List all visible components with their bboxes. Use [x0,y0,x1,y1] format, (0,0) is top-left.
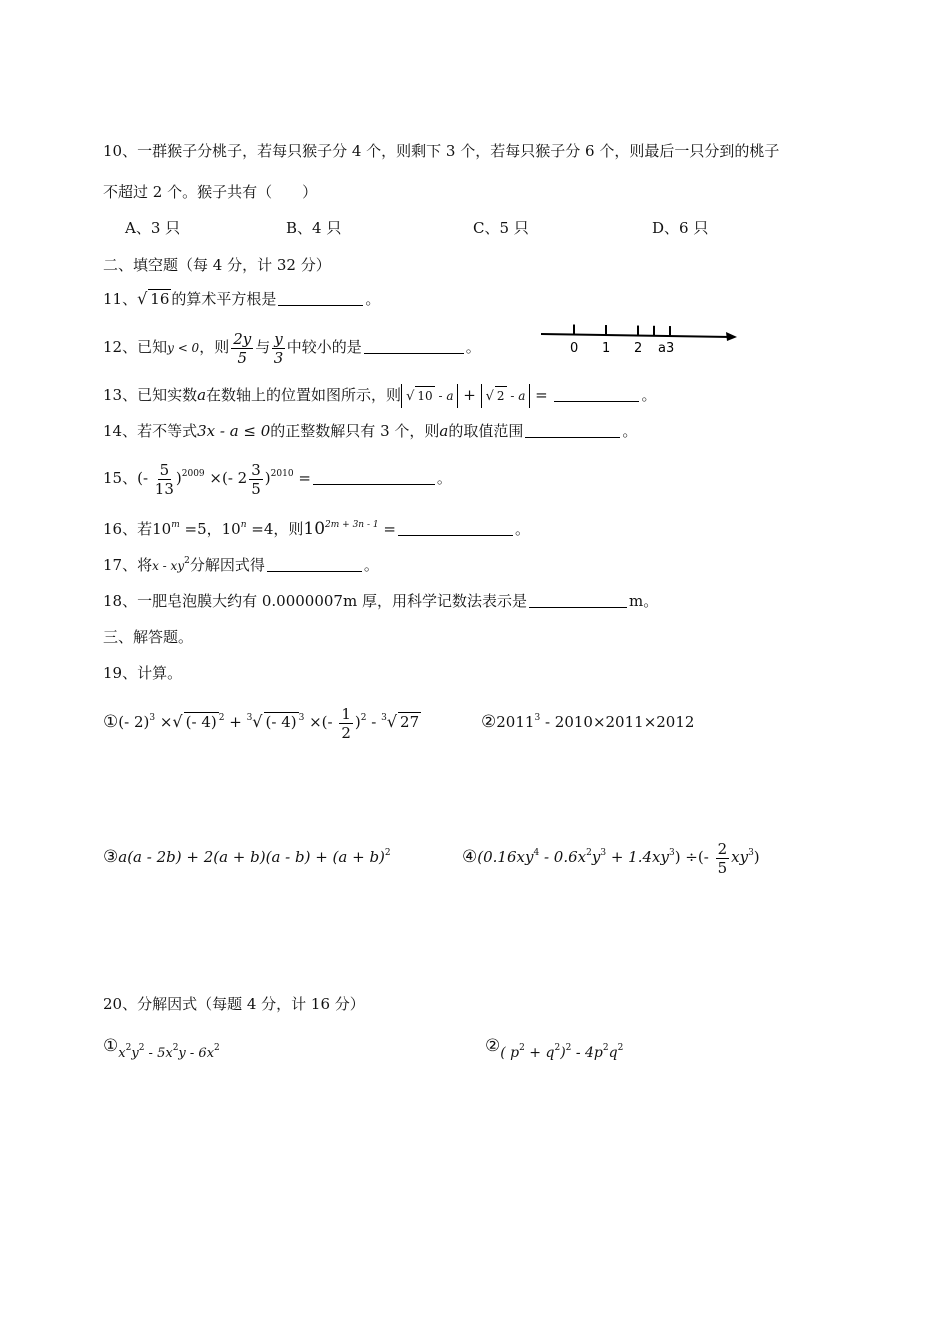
q20-title: 20、分解因式（每题 4 分，计 16 分） [103,995,365,1013]
q19-expr-1: ①(- 2)$^3$ ×√ (- 4) $^2$ + $^3$√ (- 4) $^3$ ×(- $\frac{1}{2}$ )$^2$ - $^3$√ 27 [103,704,420,742]
q10-line2: 不超过 2 个。猴子共有（ ） [103,183,318,201]
number-line-label: 2 [634,341,643,356]
number-line-label: 3 [666,341,675,356]
q14-answer-blank[interactable] [525,421,620,438]
q12-answer-blank[interactable] [364,337,464,354]
q20-expr-1: $①x^2y^2 - 5x^2y - 6x^2$ [103,1036,220,1061]
q17: 17、将x - $xy^2$分解因式得 。 [103,556,379,574]
q11-answer-blank[interactable] [278,289,363,306]
number-line [541,322,741,356]
q18-answer-blank[interactable] [529,591,627,608]
number-line-label: 1 [602,341,611,356]
q16: 16、若$10^m =5$，$10^n =4$，则$10^{2m + 3n - 1}$ = 。 [103,519,530,539]
number-line-label: 0 [570,341,579,356]
q15-answer-blank[interactable] [313,468,435,485]
number-line-label: a [658,341,666,356]
q10-option-c: C、5 只 [473,219,529,237]
q17-answer-blank[interactable] [267,555,362,572]
section3-heading: 三、解答题。 [103,628,194,646]
q14: 14、若不等式3x - a ≤ 0的正整数解只有 3 个，则a的取值范围 。 [103,422,638,440]
q18: 18、一肥皂泡膜大约有 0.0000007m 厚，用科学记数法表示是 m。 [103,592,659,610]
q10-option-d: D、6 只 [652,219,709,237]
q19-expr-2: ②2011$^3$ - 2010×2011×2012 [481,712,695,732]
q10-line1: 10、一群猴子分桃子，若每只猴子分 4 个，则剩下 3 个，若每只猴子分 6 个，则最后一只分到的桃子 [103,142,780,160]
q19-expr-4: $④(0.16xy^4 - 0.6x^2y^3 + 1.4xy^3)$ ÷(- $\frac{2}{5}$ $xy^3$) [462,839,760,877]
q19-title: 19、计算。 [103,664,183,682]
q16-answer-blank[interactable] [398,519,513,536]
q13: 13、已知实数a在数轴上的位置如图所示，则 √ 10 - a + √ 2 - a = 。 [103,384,657,408]
q11: 11、√ 16 的算术平方根是 。 [103,289,381,308]
q10-option-a: A、3 只 [125,219,181,237]
q12: 12、已知y < 0，则 $\frac{2y}{5}$ 与 $\frac{y}{3}$ 中较小的是 。 [103,329,481,367]
q15: 15、(- $\frac{5}{13}$ )$^{2009}$ ×(- 2 $\frac{3}{5}$ )$^{2010}$ = 。 [103,460,452,498]
q20-expr-2: ②( $p^2 + q^2)^2 - 4p^2q^2$ [485,1036,624,1061]
number-line-svg [541,322,741,356]
q10-option-b: B、4 只 [286,219,342,237]
q13-answer-blank[interactable] [554,385,639,402]
q19-expr-3: ③a(a - $2b) + 2(a + b)(a - b) + (a + b)^2$ [103,847,391,867]
section2-heading: 二、填空题（每 4 分，计 32 分） [103,256,331,274]
